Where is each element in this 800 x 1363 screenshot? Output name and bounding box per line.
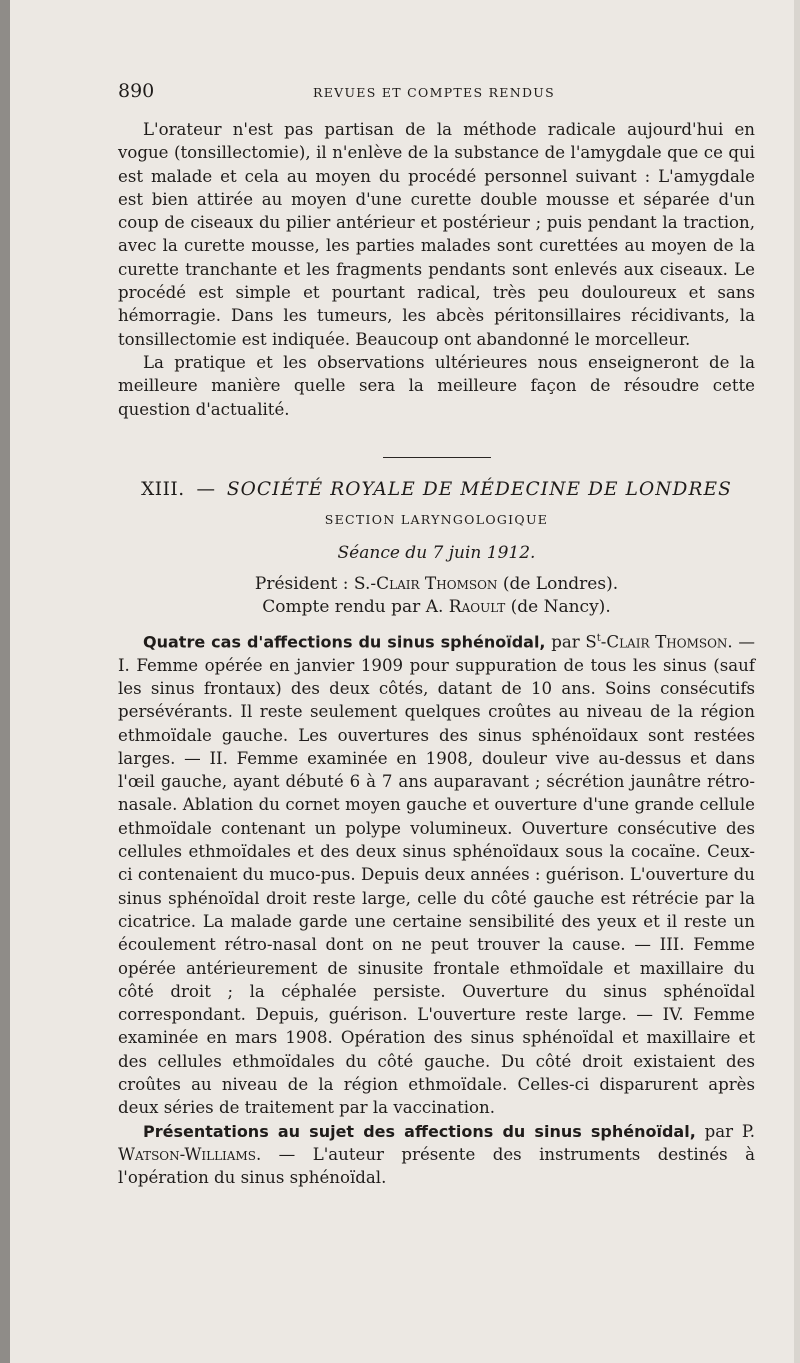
paragraph-pratique: La pratique et les observations ultérieures nous enseigneront de la meilleure manière quelle sera la meilleure façon de résoudre cette question d'actualité. [118, 352, 755, 419]
section-title [118, 476, 755, 504]
reporter-line: Compte rendu par A. Raoult (de Nancy). [262, 596, 611, 617]
article-text: . — L'auteur présente des instruments destinés à l'opération du sinus sphénoïdal. [118, 1144, 755, 1188]
article-author: Watson-Williams [118, 1144, 256, 1164]
society-name: SOCIÉTÉ ROYALE DE MÉDECINE DE LONDRES [226, 478, 732, 500]
scan-gutter [0, 0, 10, 1363]
article-heading: Quatre cas d'affections du sinus sphénoïdal, [143, 632, 546, 652]
section-divider [383, 457, 491, 458]
article-author: -Clair Thomson [600, 632, 728, 652]
seance-date: Séance du 7 juin 1912. [337, 542, 536, 563]
section-subtitle: SECTION LARYNGOLOGIQUE [324, 511, 549, 527]
president-name: S.-Clair Thomson [353, 573, 498, 594]
section-number: XIII. [141, 478, 185, 500]
credits [118, 573, 755, 619]
running-head: REVUES ET COMPTES RENDUS [312, 85, 555, 100]
scan-edge [794, 0, 800, 1363]
page-number: 890 [118, 80, 155, 102]
article-quatre-cas: Quatre cas d'affections du sinus sphénoïdal, par $S^t$-Clair Thomson. — I. Femme opérée en janvier 1909 pour suppuration de tous les sinus (sauf les sinus frontaux) des deux côtés, datant de 10 ans. Soins consécutifs persévérants. Il reste seulement quelques croûtes au niveau de la région ethmoïdale gauche. Les ouvertures des sinus sphénoïdaux sont restées larges. — II. Femme examinée en 1908, douleur vive au-dessus et dans l'œil gauche, ayant débuté 6 à 7 ans auparavant ; sécrétion jaunâtre rétro-nasale. Ablation du cornet moyen gauche et ouverture d'une grande cellule ethmoïdale contenant un polype volumineux. Ouverture consécutive des cellules ethmoïdales et des deux sinus sphénoïdaux sous la cocaïne. Ceux-ci contenaient du muco-pus. Depuis deux années : guérison. L'ouverture du sinus sphénoïdal droit reste large, celle du côté gauche est rétrécie par la cicatrice. La malade garde une certaine sensibilité des yeux et il reste un écoulement rétro-nasal dont on ne peut trouver la cause. — III. Femme opérée antérieurement de sinusite frontale ethmoïdale et maxillaire du côté droit ; la céphalée persiste. Ouverture du sinus sphénoïdal correspondant. Depuis, guérison. L'ouverture reste large. — IV. Femme examinée en mars 1908. Opération des sinus sphénoïdal et maxillaire et des cellules ethmoïdales du côté gauche. Du côté droit existaient des croûtes au niveau de la région ethmoïdale. Celles-ci disparurent après deux séries de traitement par la vaccination. [118, 632, 755, 1118]
page-header [118, 80, 750, 110]
page-body [118, 118, 755, 1190]
article-heading: Présentations au sujet des affections du sinus sphénoïdal, [143, 1121, 696, 1141]
president-line: Président : S.-Clair Thomson (de Londres). [254, 573, 619, 594]
article-text: . — I. Femme opérée en janvier 1909 pour suppuration de tous les sinus (sauf les sinus frontaux) des deux côtés, datant de 10 ans. Soins consécutifs persévérants. Il reste seulement quelques croûtes au niveau de la région ethmoïdale gauche. Les ouvertures des sinus sphénoïdaux sont restées larges. — II. Femme examinée en 1908, douleur vive au-dessus et dans l'œil gauche, ayant débuté 6 à 7 ans auparavant ; sécrétion jaunâtre rétro-nasale. Ablation du cornet moyen gauche et ouverture d'une grande cellule ethmoïdale contenant un polype volumineux. Ouverture consécutive des cellules ethmoïdales et des deux sinus sphénoïdaux sous la cocaïne. Ceux-ci contenaient du muco-pus. Depuis deux années : guérison. L'ouverture du sinus sphénoïdal droit reste large, celle du côté gauche est rétrécie par la cicatrice. La malade garde une certaine sensibilité des yeux et il reste un écoulement rétro-nasal dont on ne peut trouver la cause. — III. Femme opérée antérieurement de sinusite frontale ethmoïdale et maxillaire du côté droit ; la céphalée persiste. Ouverture du sinus sphénoïdal correspondant. Depuis, guérison. L'ouverture reste large. — IV. Femme examinée en mars 1908. Opération des sinus sphénoïdal et maxillaire et des cellules ethmoïdales du côté gauche. Du côté droit existaient des croûtes au niveau de la région ethmoïdale. Celles-ci disparurent après deux séries de traitement par la vaccination. [118, 632, 755, 1118]
section-dash: — [196, 478, 215, 500]
article-presentations: Présentations au sujet des affections du sinus sphénoïdal, par P. Watson-Williams. — L'auteur présente des instruments destinés à l'opération du sinus sphénoïdal. [118, 1121, 756, 1188]
reporter-name: Raoult [448, 596, 506, 617]
paragraph-orateur: L'orateur n'est pas partisan de la méthode radicale aujourd'hui en vogue (tonsillectomie), il n'enlève de la substance de l'amygdale que ce qui est malade et cela au moyen du procédé personnel suivant : L'amygdale est bien attirée au moyen d'une curette double mousse et séparée d'un coup de ciseaux du pilier antérieur et postérieur ; puis pendant la traction, avec la curette mousse, les parties malades sont curettées au moyen de la curette tranchante et les fragments pendants sont enlevés aux ciseaux. Le procédé est simple et pourtant radical, très peu douloureux et sans hémorragie. Dans les tumeurs, les abcès péritonsillaires récidivants, la tonsillectomie est indiquée. Beaucoup ont abandonné le morcelleur. [118, 120, 755, 349]
